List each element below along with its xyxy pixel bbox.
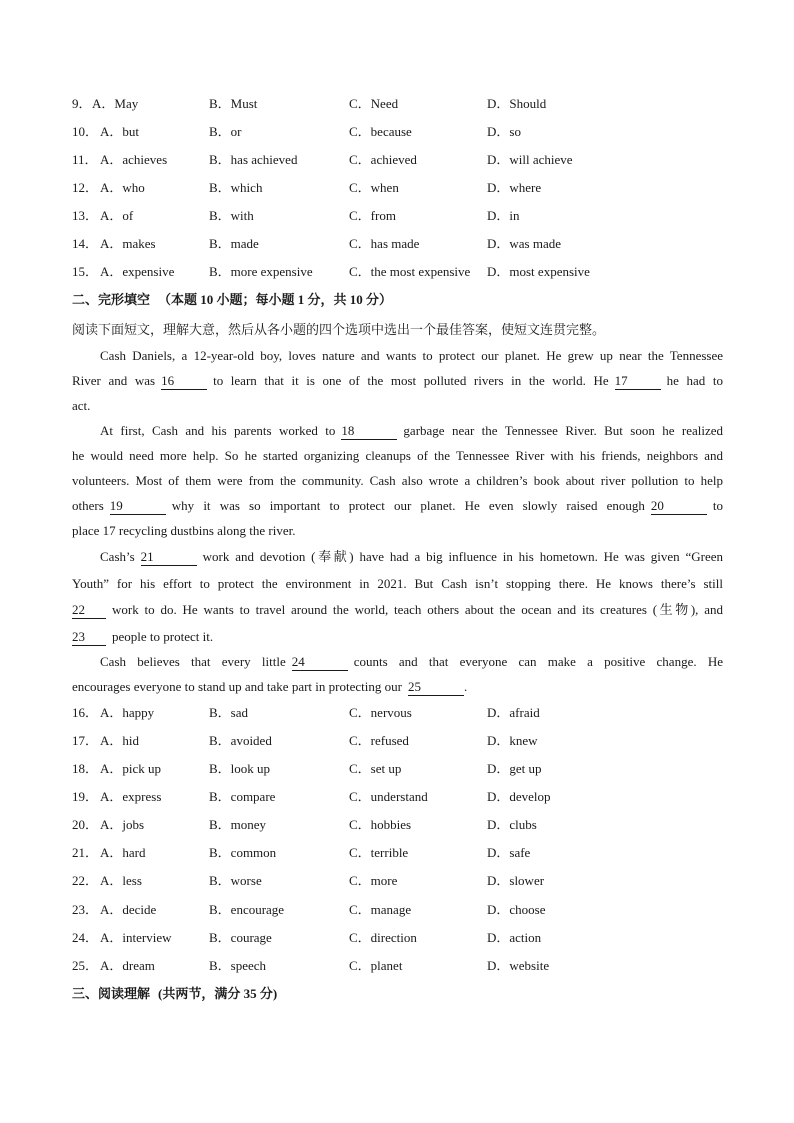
option-b: B．has achieved — [209, 152, 298, 167]
blank-18: 18 — [341, 423, 397, 440]
option-d: D．get up — [487, 761, 542, 776]
blank-19: 19 — [110, 498, 166, 515]
passage-line — [72, 600, 723, 620]
option-c: C．refused — [349, 733, 409, 748]
question-number: 22． — [72, 873, 99, 888]
option-c: C．because — [349, 124, 412, 139]
option-c: C．the most expensive — [349, 264, 471, 279]
passage-text: to — [712, 498, 723, 513]
passage-line: he would need more help. So he started organizing cleanups of the Tennessee River with his friends, neighbors and — [72, 448, 723, 463]
blank-21: 21 — [141, 549, 197, 566]
question-number: 19． — [72, 789, 99, 804]
option-b: B．which — [209, 180, 263, 195]
option-d: D．where — [487, 180, 542, 195]
question-number: 9． — [72, 96, 92, 111]
option-a: A．decide — [100, 902, 157, 917]
option-d: D．was made — [487, 236, 562, 251]
option-c: C．manage — [349, 902, 412, 917]
option-a: A．hid — [100, 733, 140, 748]
option-b: B．speech — [209, 958, 267, 973]
passage-line: volunteers. Most of them were from the community. Cash also wrote a children’s book about river pollution to help — [72, 473, 723, 488]
option-b: B．worse — [209, 873, 262, 888]
option-d: D．safe — [487, 845, 531, 860]
passage-line — [72, 677, 723, 697]
passage-line — [72, 496, 723, 516]
option-d: D．clubs — [487, 817, 537, 832]
option-c: C．direction — [349, 930, 417, 945]
passage-line: act. — [72, 398, 91, 413]
question-number: 23． — [72, 902, 99, 917]
option-a: A．happy — [100, 705, 155, 720]
option-b: B．encourage — [209, 902, 285, 917]
option-d: D．most expensive — [487, 264, 590, 279]
question-number: 11． — [72, 152, 98, 167]
passage-line — [72, 627, 723, 647]
option-d: D．will achieve — [487, 152, 573, 167]
option-a: A．achieves — [100, 152, 168, 167]
passage-text: At first, Cash and his parents worked to — [100, 423, 336, 438]
option-a: A．express — [100, 789, 162, 804]
passage-text: garbage near the Tennessee River. But soon he realized — [403, 423, 723, 438]
blank-17: 17 — [615, 373, 661, 390]
option-c: C．hobbies — [349, 817, 412, 832]
passage-line — [100, 421, 723, 441]
passage-text: he had to — [666, 373, 724, 388]
section-heading — [72, 984, 277, 1004]
option-a: A．interview — [100, 930, 172, 945]
option-a: A．of — [100, 208, 134, 223]
option-b: B．look up — [209, 761, 271, 776]
section-title: 二、完形填空 — [72, 292, 151, 307]
option-b: B．with — [209, 208, 254, 223]
question-number: 25． — [72, 958, 99, 973]
section-title: 三、阅读理解 — [72, 986, 151, 1001]
option-b: B．or — [209, 124, 242, 139]
passage-line: Cash Daniels, a 12-year-old boy, loves nature and wants to protect our planet. He grew up near the Tennessee — [100, 348, 723, 363]
option-b: B．common — [209, 845, 277, 860]
passage-text: work and devotion (奉献) have had a big influence in his hometown. He was given “Green — [202, 549, 723, 564]
passage-text: to learn that it is one of the most polluted rivers in the world. He — [213, 373, 609, 388]
option-b: B．compare — [209, 789, 276, 804]
passage-text: people to protect it. — [112, 629, 214, 644]
option-d: D．website — [487, 958, 550, 973]
option-c: C．Need — [349, 96, 399, 111]
option-b: B．made — [209, 236, 259, 251]
option-d: D．choose — [487, 902, 546, 917]
passage-text: counts and that everyone can make a positive change. He — [353, 654, 723, 669]
option-c: C．nervous — [349, 705, 412, 720]
option-c: C．when — [349, 180, 399, 195]
option-b: B．Must — [209, 96, 258, 111]
option-b: B．money — [209, 817, 267, 832]
option-c: C．from — [349, 208, 396, 223]
option-a: A．who — [100, 180, 145, 195]
question-number: 14． — [72, 236, 99, 251]
option-c: C．more — [349, 873, 398, 888]
option-a: A．makes — [100, 236, 156, 251]
section-subtitle: （本题 10 小题；每小题 1 分，共 10 分） — [158, 292, 393, 307]
passage-text: why it was so important to protect our planet. He even slowly raised enough — [171, 498, 645, 513]
question-number: 10． — [72, 124, 99, 139]
option-b: B．courage — [209, 930, 272, 945]
question-number: 24． — [72, 930, 99, 945]
passage-text: work to do. He wants to travel around the world, teach others about the ocean and its creatures (生物), and — [112, 602, 723, 617]
question-number: 15． — [72, 264, 99, 279]
option-c: C．planet — [349, 958, 403, 973]
option-c: C．achieved — [349, 152, 417, 167]
passage-text: Cash’s — [100, 549, 135, 564]
option-b: B．more expensive — [209, 264, 313, 279]
section-heading — [72, 290, 392, 310]
option-d: D．in — [487, 208, 520, 223]
passage-line — [100, 547, 723, 567]
option-d: D．Should — [487, 96, 547, 111]
passage-line — [72, 371, 723, 391]
option-d: D．develop — [487, 789, 551, 804]
passage-line: Youth” for his effort to protect the environment in 2021. But Cash isn’t stopping there. He knows there’s still — [72, 576, 723, 591]
passage-text: River and was — [72, 373, 156, 388]
section-subtitle: (共两节，满分 35 分) — [158, 986, 278, 1001]
option-d: D．slower — [487, 873, 545, 888]
option-b: B．avoided — [209, 733, 272, 748]
blank-20: 20 — [651, 498, 707, 515]
blank-22: 22 — [72, 602, 106, 619]
blank-24: 24 — [292, 654, 348, 671]
option-a: A．May — [92, 96, 139, 111]
question-number: 13． — [72, 208, 99, 223]
option-d: D．so — [487, 124, 521, 139]
option-d: D．afraid — [487, 705, 540, 720]
question-number: 18． — [72, 761, 99, 776]
section-instruction: 阅读下面短文，理解大意，然后从各小题的四个选项中选出一个最佳答案，使短文连贯完整。 — [72, 322, 606, 337]
passage-text: Cash believes that every little — [100, 654, 286, 669]
question-number: 12． — [72, 180, 99, 195]
option-d: D．knew — [487, 733, 538, 748]
blank-16: 16 — [161, 373, 207, 390]
option-a: A．hard — [100, 845, 146, 860]
passage-line: place 17 recycling dustbins along the river. — [72, 523, 296, 538]
option-a: A．pick up — [100, 761, 162, 776]
passage-line — [100, 652, 723, 672]
option-a: A．dream — [100, 958, 155, 973]
question-number: 16． — [72, 705, 99, 720]
option-c: C．terrible — [349, 845, 409, 860]
question-number: 21． — [72, 845, 99, 860]
option-a: A．jobs — [100, 817, 145, 832]
passage-text: encourages everyone to stand up and take part in protecting our — [72, 679, 402, 694]
option-a: A．expensive — [100, 264, 175, 279]
question-number: 17． — [72, 733, 99, 748]
option-c: C．set up — [349, 761, 402, 776]
question-number: 20． — [72, 817, 99, 832]
option-a: A．less — [100, 873, 142, 888]
option-c: C．has made — [349, 236, 420, 251]
option-c: C．understand — [349, 789, 428, 804]
blank-25: 25 — [408, 679, 464, 696]
passage-text: others — [72, 498, 104, 513]
passage-text: . — [463, 679, 468, 694]
option-d: D．action — [487, 930, 542, 945]
option-a: A．but — [100, 124, 140, 139]
option-b: B．sad — [209, 705, 249, 720]
blank-23: 23 — [72, 629, 106, 646]
